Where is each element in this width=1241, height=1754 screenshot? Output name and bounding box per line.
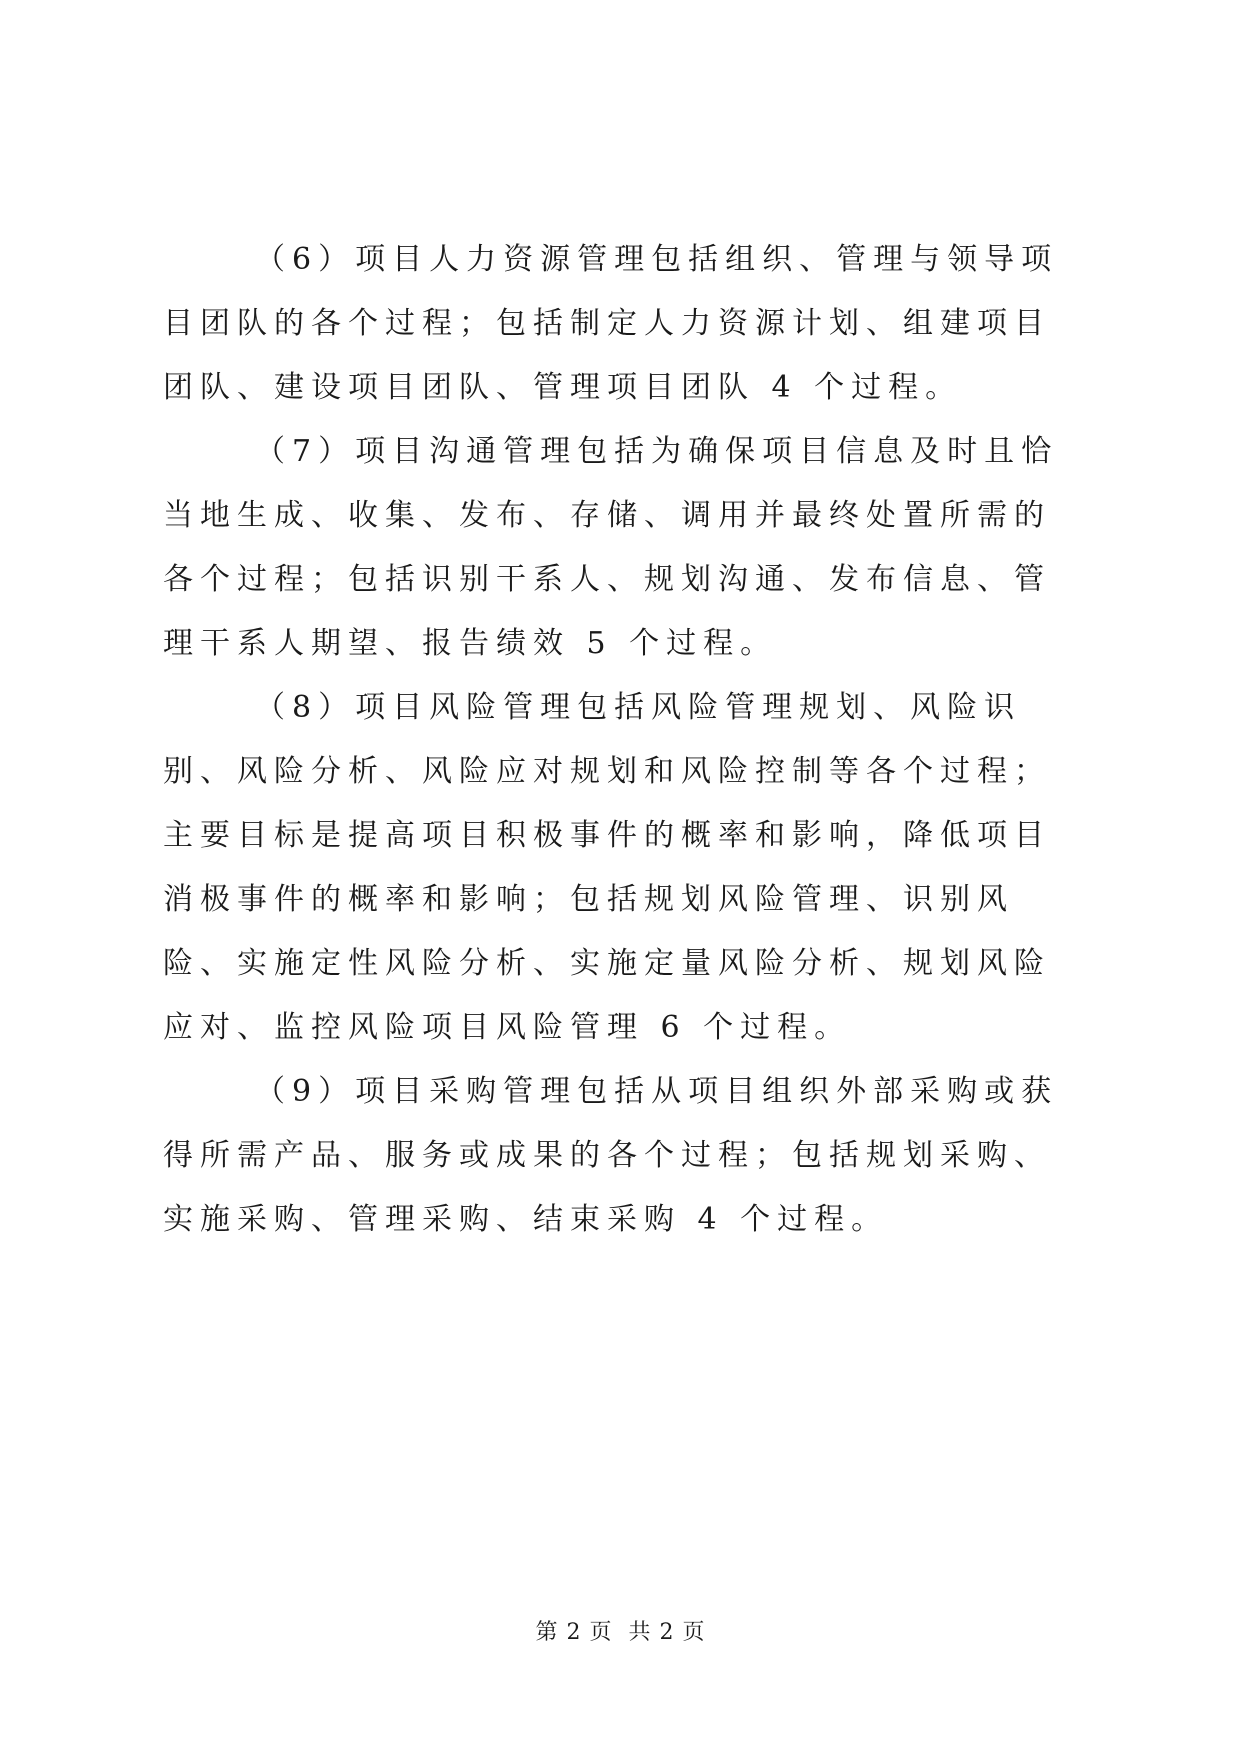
paragraph-9: （9）项目采购管理包括从项目组织外部采购或获得所需产品、服务或成果的各个过程；包括规划采购、实施采购、管理采购、结束采购 4 个过程。 <box>163 1074 1059 1237</box>
page-number: 第 2 页 <box>535 1620 613 1645</box>
paragraph-6: （6）项目人力资源管理包括组织、管理与领导项目团队的各个过程；包括制定人力资源计划、组建项目团队、建设项目团队、管理项目团队 4 个过程。 <box>163 242 1059 405</box>
page-total: 共 2 页 <box>628 1620 706 1645</box>
page-footer <box>0 1618 1241 1648</box>
paragraph-8: （8）项目风险管理包括风险管理规划、风险识别、风险分析、风险应对规划和风险控制等各个过程；主要目标是提高项目积极事件的概率和影响，降低项目消极事件的概率和影响；包括规划风险管理、识别风险、实施定性风险分析、实施定量风险分析、规划风险应对、监控风险项目风险管理 6 个过程。 <box>163 690 1051 1045</box>
document-body <box>163 228 1083 1252</box>
paragraph-7: （7）项目沟通管理包括为确保项目信息及时且恰当地生成、收集、发布、存储、调用并最终处置所需的各个过程；包括识别干系人、规划沟通、发布信息、管理干系人期望、报告绩效 5 个过程。 <box>163 434 1059 661</box>
